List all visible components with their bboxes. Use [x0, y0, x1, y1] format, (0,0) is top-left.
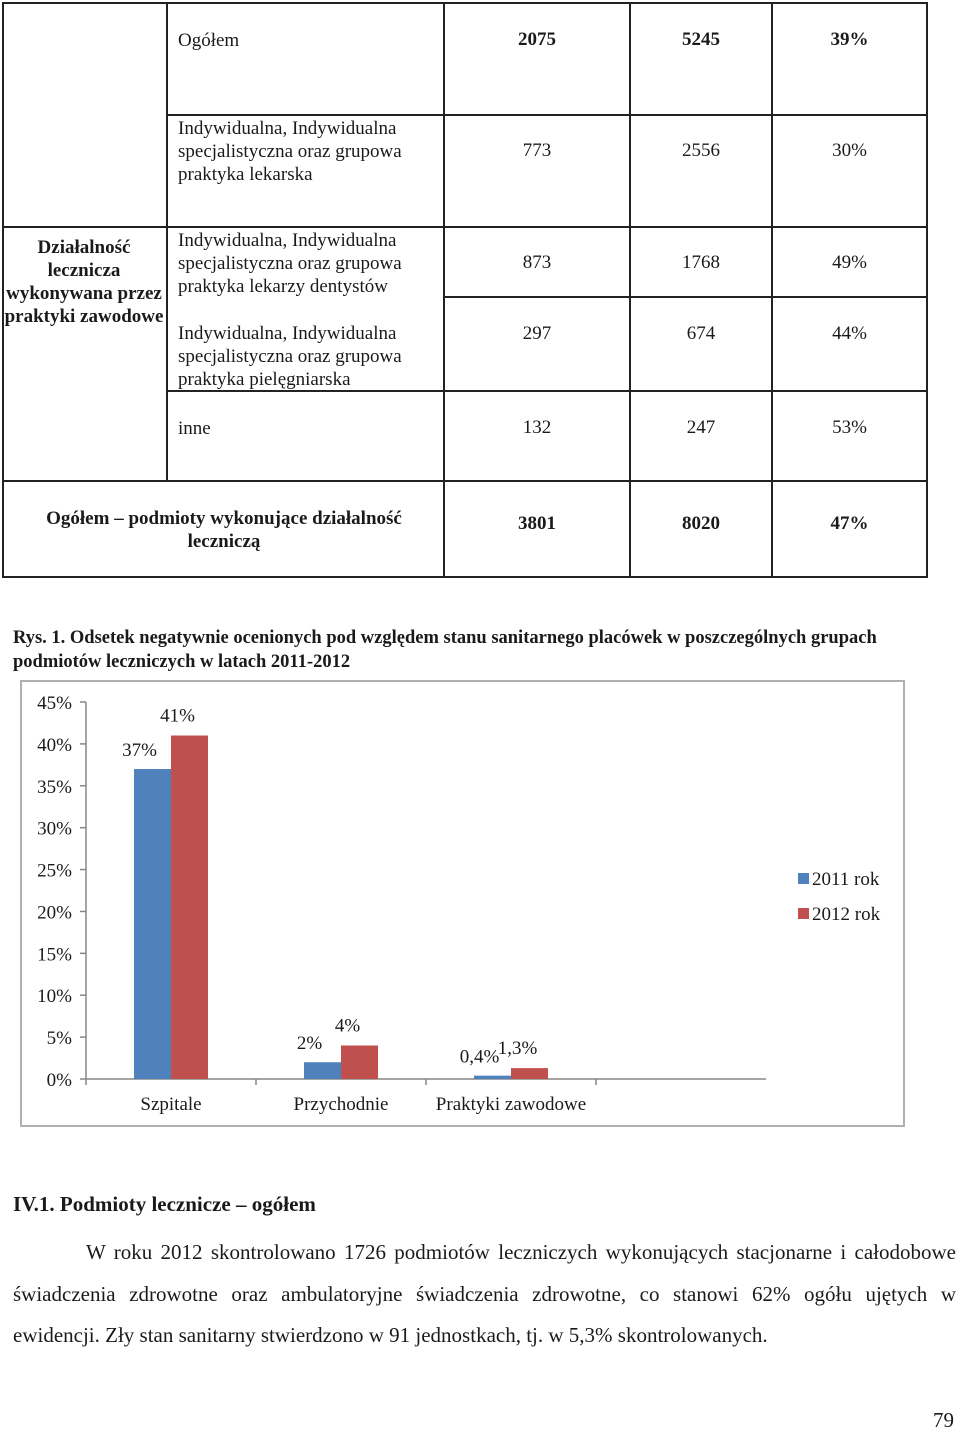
table-divider	[443, 4, 445, 576]
table-cell: 2075	[518, 29, 556, 50]
bar	[341, 1045, 378, 1079]
figure-caption-text: Odsetek negatywnie ocenionych pod względem stanu sanitarnego placówek w poszczególnych grupach podmiotów leczniczych w latach 2011-2012	[13, 628, 877, 672]
y-tick-label: 45%	[37, 693, 72, 714]
table-divider	[4, 226, 926, 228]
table-cell: 247	[686, 417, 716, 438]
y-tick-label: 15%	[37, 944, 72, 966]
legend-swatch	[798, 873, 809, 884]
table-divider	[771, 4, 773, 576]
data-label: 1,3%	[497, 1038, 538, 1060]
statistics-table	[2, 2, 928, 578]
table-cell: 5245	[682, 29, 720, 50]
data-label: 41%	[160, 705, 195, 727]
table-cell: 2556	[682, 140, 720, 161]
table-cell: 49%	[832, 252, 867, 273]
legend-label: 2012 rok	[812, 904, 881, 925]
table-cell: 8020	[682, 513, 720, 534]
section-paragraph	[13, 1232, 956, 1357]
table-cell: 132	[522, 417, 552, 438]
table-row-label: Indywidualna, Indywidualna specjalistyczna oraz grupowa praktyka lekarska	[178, 118, 402, 185]
table-divider	[166, 114, 926, 116]
table-divider	[629, 4, 631, 576]
data-label: 2%	[296, 1033, 323, 1055]
table-divider	[166, 4, 168, 480]
y-tick-label: 30%	[37, 818, 72, 840]
table-cell: 30%	[832, 140, 867, 161]
table-cell: 674	[686, 323, 716, 344]
table-cell: 3801	[518, 513, 556, 534]
data-label: 37%	[122, 740, 157, 762]
table-cell: 773	[522, 140, 552, 161]
bar	[474, 1076, 511, 1079]
y-tick-label: 25%	[37, 860, 72, 882]
bar	[304, 1062, 341, 1079]
table-divider	[4, 480, 926, 482]
table-row-label: Indywidualna, Indywidualna specjalistyczna oraz grupowa praktyka lekarzy dentystów	[178, 230, 402, 297]
bar	[171, 736, 208, 1079]
table-cell: 1768	[682, 252, 720, 273]
table-cell: 53%	[832, 417, 867, 438]
table-cell: 297	[522, 323, 552, 344]
bar	[134, 769, 171, 1079]
bar-chart	[20, 680, 906, 1128]
table-row-label: Ogółem	[178, 30, 240, 51]
data-label: 0,4%	[459, 1046, 500, 1068]
table-row-label: inne	[178, 418, 211, 439]
legend-label: 2011 rok	[812, 869, 880, 890]
table-cell: 39%	[830, 29, 869, 50]
paragraph-text: W roku 2012 skontrolowano 1726 podmiotów leczniczych wykonujących stacjonarne i całodobowe świadczenia zdrowotne oraz ambulatoryjne świadczenia zdrowotne, co stanowi 62% ogółu ujętych w ewidencji. Zły stan sanitarny stwierdzono w 91 jednostkach, tj. w 5,3% skontrolowanych.	[13, 1240, 956, 1347]
y-tick-label: 40%	[37, 734, 72, 756]
table-cell: 44%	[832, 323, 867, 344]
y-tick-label: 35%	[37, 776, 72, 798]
table-cell: 873	[522, 252, 552, 273]
section-title: IV.1. Podmioty lecznicze – ogółem	[13, 1192, 316, 1216]
table-divider	[443, 296, 926, 298]
figure-caption	[13, 626, 958, 674]
table-side-label: Działalność lecznicza wykonywana przez praktyki zawodowe	[4, 237, 164, 327]
x-tick-label: Przychodnie	[293, 1094, 389, 1115]
y-tick-label: 20%	[37, 902, 72, 924]
table-row-label: Indywidualna, Indywidualna specjalistyczna oraz grupowa praktyka pielęgniarska	[178, 323, 402, 390]
x-tick-label: Szpitale	[140, 1094, 202, 1115]
y-tick-label: 10%	[37, 986, 72, 1008]
legend-swatch	[798, 908, 809, 919]
y-tick-label: 5%	[46, 1028, 72, 1050]
data-label: 4%	[334, 1015, 361, 1037]
page-number: 79	[933, 1408, 954, 1432]
figure-caption-prefix: Rys. 1.	[13, 628, 66, 648]
table-grand-total-label: Ogółem – podmioty wykonujące działalność leczniczą	[46, 508, 402, 552]
x-tick-label: Praktyki zawodowe	[435, 1094, 587, 1115]
y-tick-label: 0%	[46, 1070, 72, 1091]
bar	[511, 1068, 548, 1079]
table-cell: 47%	[830, 513, 869, 534]
